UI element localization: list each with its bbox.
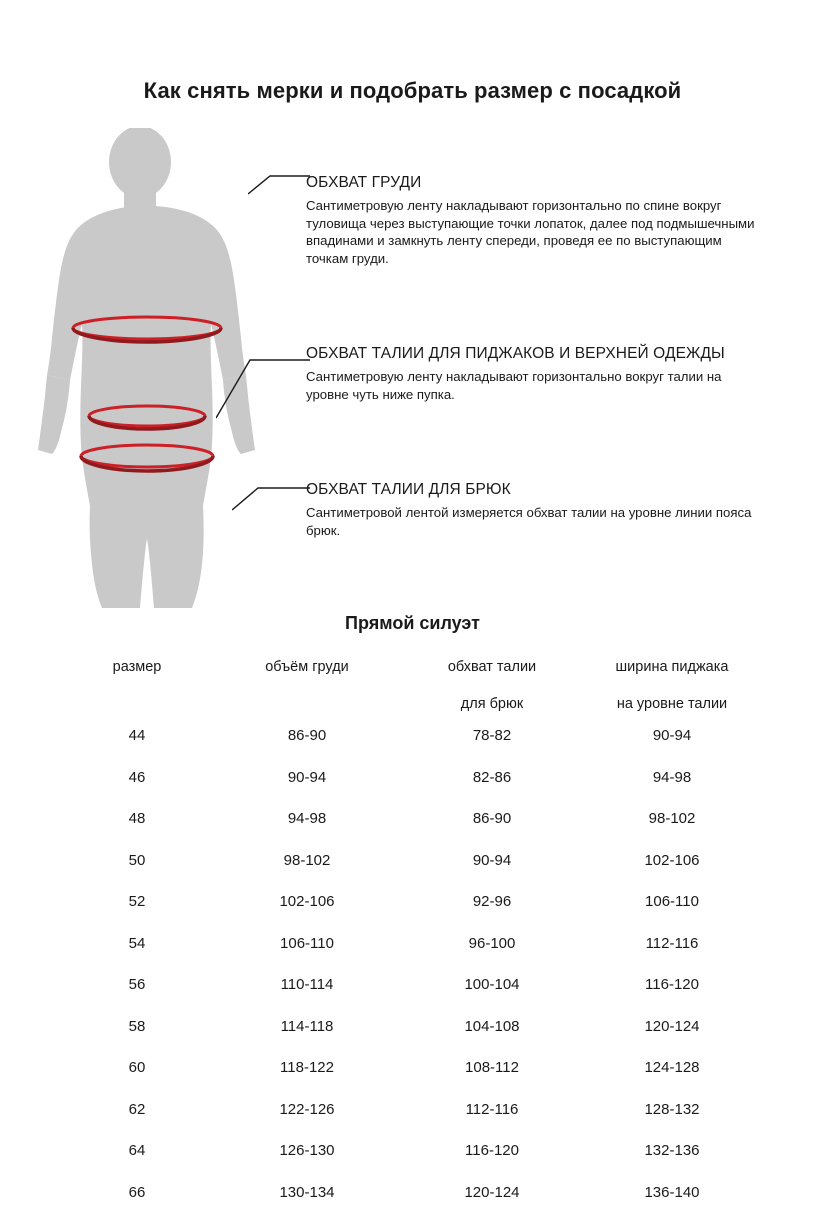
table-header-row bbox=[62, 660, 762, 715]
cell-waist: 116-120 bbox=[465, 1142, 519, 1160]
leader-line-waist-trousers bbox=[232, 478, 312, 514]
cell-jacket-width: 136-140 bbox=[644, 1183, 700, 1201]
cell-chest: 90-94 bbox=[287, 768, 327, 786]
size-table bbox=[62, 660, 762, 1213]
cell-size: 64 bbox=[128, 1142, 146, 1160]
cell-jacket-width: 102-106 bbox=[644, 851, 700, 869]
cell-chest: 106-110 bbox=[280, 934, 334, 952]
column-header-chest: объём груди bbox=[265, 659, 349, 675]
leader-line-waist-jacket bbox=[216, 348, 312, 422]
cell-jacket-width: 132-136 bbox=[644, 1142, 700, 1160]
column-header-jacket-width: ширина пиджака на уровне талии bbox=[615, 659, 729, 712]
annotation-waist-jacket-title: ОБХВАТ ТАЛИИ ДЛЯ ПИДЖАКОВ И ВЕРХНЕЙ ОДЕЖДЫ bbox=[306, 345, 725, 362]
cell-jacket-width: 112-116 bbox=[645, 934, 699, 952]
cell-size: 50 bbox=[128, 851, 146, 869]
table-row bbox=[62, 798, 762, 840]
annotation-chest-body: Сантиметровую ленту накладывают горизонтально по спине вокруг туловища через выступающие точки лопаток, далее под подмышечными впадинами и замкнуть ленту спереди, проведя ее по выступающим точкам груди. bbox=[306, 198, 755, 267]
table-row bbox=[62, 1171, 762, 1213]
cell-waist: 92-96 bbox=[472, 893, 512, 911]
table-row bbox=[62, 1130, 762, 1172]
cell-waist: 78-82 bbox=[472, 727, 512, 745]
cell-size: 46 bbox=[128, 768, 146, 786]
annotation-waist-trousers-title: ОБХВАТ ТАЛИИ ДЛЯ БРЮК bbox=[306, 481, 511, 498]
cell-waist: 96-100 bbox=[468, 934, 516, 952]
cell-chest: 98-102 bbox=[283, 851, 331, 869]
cell-chest: 86-90 bbox=[287, 727, 327, 745]
annotation-waist-jacket-body: Сантиметровую ленту накладывают горизонтально вокруг талии на уровне чуть ниже пупка. bbox=[306, 369, 722, 402]
table-row bbox=[62, 1088, 762, 1130]
annotation-waist-jacket bbox=[306, 345, 726, 403]
cell-chest: 122-126 bbox=[279, 1100, 335, 1118]
table-row bbox=[62, 1047, 762, 1089]
cell-chest: 94-98 bbox=[287, 810, 327, 828]
cell-size: 48 bbox=[128, 810, 146, 828]
cell-waist: 86-90 bbox=[472, 810, 512, 828]
table-row bbox=[62, 839, 762, 881]
column-header-size: размер bbox=[112, 659, 162, 675]
annotation-waist-trousers-body: Сантиметровой лентой измеряется обхват талии на уровне линии пояса брюк. bbox=[306, 505, 752, 538]
table-row bbox=[62, 881, 762, 923]
cell-size: 58 bbox=[128, 1017, 146, 1035]
cell-waist: 100-104 bbox=[464, 976, 520, 994]
annotation-chest bbox=[306, 174, 761, 268]
cell-jacket-width: 124-128 bbox=[644, 1059, 700, 1077]
cell-jacket-width: 94-98 bbox=[652, 768, 692, 786]
annotation-waist-trousers bbox=[306, 481, 766, 539]
cell-chest: 126-130 bbox=[279, 1142, 335, 1160]
annotation-chest-title: ОБХВАТ ГРУДИ bbox=[306, 174, 422, 191]
cell-chest: 118-122 bbox=[280, 1059, 334, 1077]
table-row bbox=[62, 922, 762, 964]
table-caption: Прямой силуэт bbox=[345, 613, 480, 633]
cell-waist: 104-108 bbox=[464, 1017, 520, 1035]
cell-chest: 102-106 bbox=[279, 893, 335, 911]
cell-waist: 90-94 bbox=[472, 851, 512, 869]
cell-jacket-width: 128-132 bbox=[644, 1100, 700, 1118]
column-header-waist-trousers: обхват талии для брюк bbox=[447, 659, 537, 712]
cell-size: 60 bbox=[128, 1059, 146, 1077]
cell-waist: 108-112 bbox=[465, 1059, 519, 1077]
cell-size: 66 bbox=[128, 1183, 146, 1201]
cell-size: 52 bbox=[128, 893, 146, 911]
table-row bbox=[62, 756, 762, 798]
cell-jacket-width: 106-110 bbox=[645, 893, 699, 911]
cell-waist: 82-86 bbox=[472, 768, 512, 786]
cell-size: 54 bbox=[128, 934, 146, 952]
table-row bbox=[62, 964, 762, 1006]
cell-chest: 110-114 bbox=[280, 976, 334, 994]
table-row bbox=[62, 1005, 762, 1047]
cell-jacket-width: 90-94 bbox=[652, 727, 692, 745]
leader-line-chest bbox=[248, 170, 312, 198]
cell-size: 62 bbox=[128, 1100, 146, 1118]
cell-jacket-width: 120-124 bbox=[644, 1017, 700, 1035]
cell-size: 44 bbox=[128, 727, 146, 745]
cell-size: 56 bbox=[128, 976, 146, 994]
cell-jacket-width: 98-102 bbox=[648, 810, 696, 828]
cell-waist: 112-116 bbox=[465, 1100, 519, 1118]
cell-chest: 130-134 bbox=[279, 1183, 335, 1201]
cell-chest: 114-118 bbox=[280, 1017, 334, 1035]
table-row bbox=[62, 715, 762, 757]
page-title: Как снять мерки и подобрать размер с посадкой bbox=[143, 78, 682, 103]
cell-jacket-width: 116-120 bbox=[645, 976, 699, 994]
cell-waist: 120-124 bbox=[464, 1183, 520, 1201]
